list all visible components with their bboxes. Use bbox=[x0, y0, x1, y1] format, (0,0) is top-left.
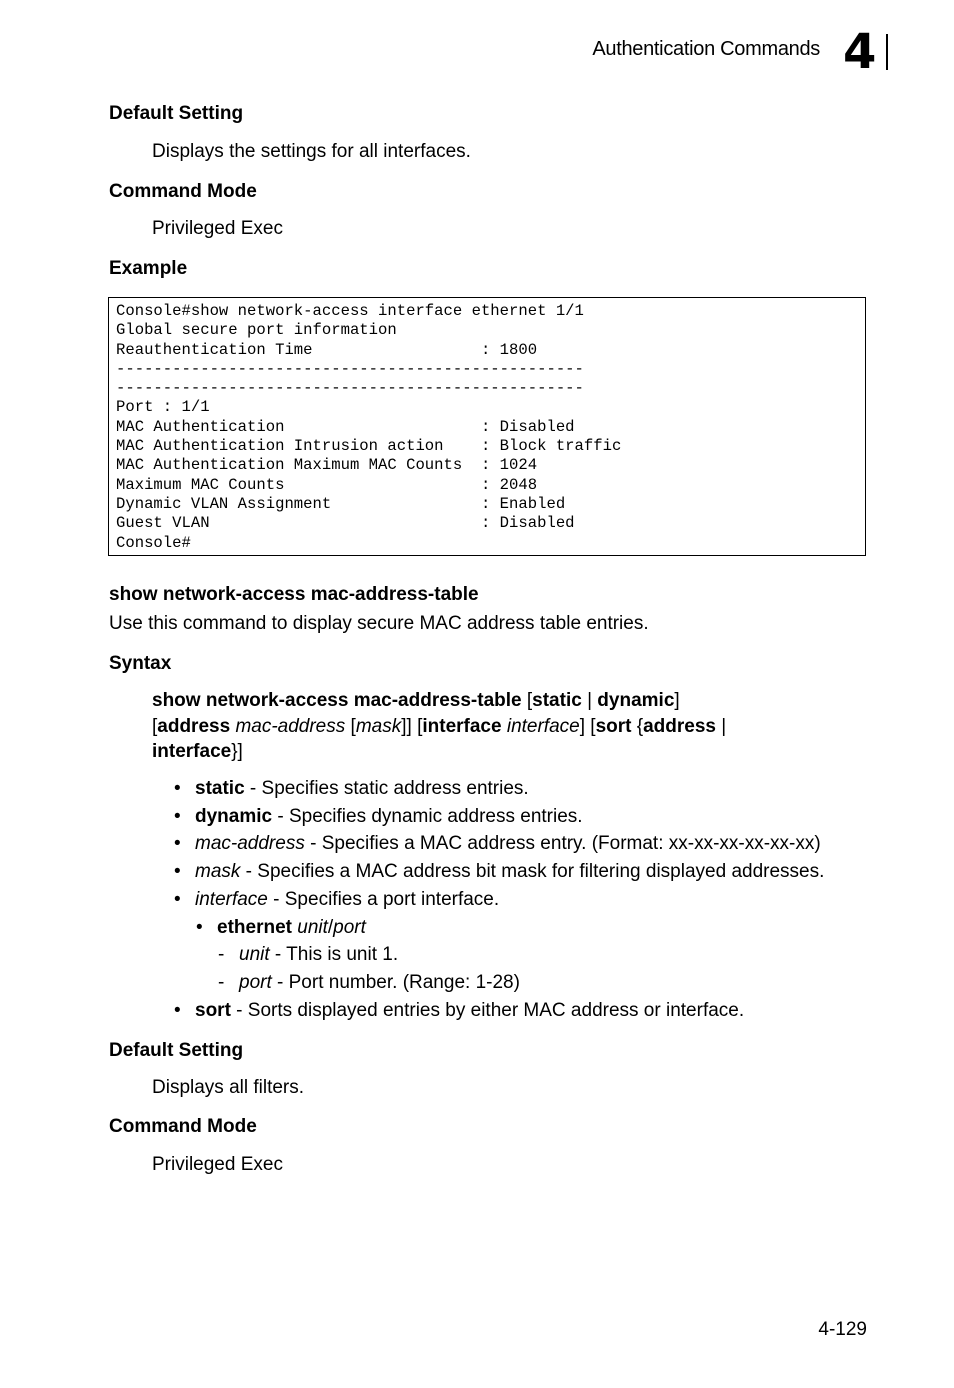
param-punct: / bbox=[327, 917, 334, 938]
command-mode-heading: Command Mode bbox=[109, 181, 257, 202]
param-keyword: unit bbox=[239, 944, 270, 965]
param-keyword: interface bbox=[195, 889, 268, 910]
syntax-punct: | bbox=[581, 690, 598, 711]
syntax-keyword: address bbox=[157, 715, 231, 737]
param-description: - Specifies a port interface. bbox=[267, 889, 500, 910]
syntax-keyword: interface bbox=[422, 715, 502, 737]
syntax-keyword: static bbox=[532, 690, 582, 711]
syntax-punct: ] [ bbox=[579, 715, 596, 737]
chapter-divider bbox=[886, 34, 888, 70]
dash-icon: - bbox=[218, 972, 225, 993]
syntax-argument: mask bbox=[355, 715, 402, 737]
param-sort bbox=[174, 1000, 745, 1022]
code-line: Global secure port information bbox=[116, 321, 397, 340]
code-line: Guest VLAN : Disabled bbox=[116, 514, 575, 533]
param-keyword: ethernet bbox=[217, 917, 292, 938]
header-title: Authentication Commands bbox=[592, 38, 820, 60]
param-description: - Port number. (Range: 1-28) bbox=[271, 972, 520, 993]
param-description: - Specifies a MAC address entry. (Format: xx-xx-xx-xx-xx-xx) bbox=[304, 833, 821, 854]
syntax-argument: interface bbox=[506, 715, 580, 737]
param-keyword: port bbox=[239, 972, 272, 993]
syntax-keyword: address bbox=[643, 715, 716, 737]
syntax-keyword: sort bbox=[595, 715, 632, 737]
param-argument: port bbox=[333, 917, 366, 938]
param-keyword: dynamic bbox=[195, 806, 273, 827]
default-setting-text: Displays all filters. bbox=[152, 1077, 305, 1098]
syntax-punct: }] bbox=[231, 741, 243, 762]
syntax-command: show network-access mac-address-table bbox=[152, 690, 522, 711]
code-line: MAC Authentication Maximum MAC Counts : 1024 bbox=[116, 456, 538, 475]
default-setting-text: Displays the settings for all interfaces. bbox=[152, 141, 471, 162]
page-number: 4-129 bbox=[818, 1319, 867, 1340]
param-keyword: sort bbox=[195, 1000, 231, 1021]
syntax-heading: Syntax bbox=[109, 653, 172, 674]
syntax-keyword: interface bbox=[152, 741, 232, 762]
param-keyword: static bbox=[195, 778, 245, 799]
bullet-icon: • bbox=[196, 917, 203, 938]
command-mode-text: Privileged Exec bbox=[152, 1154, 283, 1175]
syntax-punct: | bbox=[715, 715, 727, 737]
bullet-icon: • bbox=[174, 778, 181, 799]
param-argument: unit bbox=[297, 917, 328, 938]
command-mode-heading: Command Mode bbox=[109, 1116, 257, 1137]
code-line: Dynamic VLAN Assignment : Enabled bbox=[116, 494, 566, 513]
param-description: - Specifies static address entries. bbox=[244, 778, 529, 799]
bullet-icon: • bbox=[174, 889, 181, 910]
param-description: - This is unit 1. bbox=[269, 944, 399, 965]
bullet-icon: • bbox=[174, 806, 181, 827]
syntax-punct: [ bbox=[345, 715, 356, 737]
syntax-punct: { bbox=[631, 715, 644, 737]
param-dynamic bbox=[174, 806, 583, 828]
example-code-block bbox=[108, 297, 866, 556]
code-line: Port : 1/1 bbox=[116, 398, 210, 417]
code-line: Console# bbox=[116, 533, 191, 552]
bullet-icon: • bbox=[174, 1000, 181, 1021]
code-line: Maximum MAC Counts : 2048 bbox=[116, 475, 538, 494]
syntax-definition bbox=[152, 688, 872, 765]
code-line: MAC Authentication Intrusion action : Block traffic bbox=[116, 437, 622, 456]
command-mode-text: Privileged Exec bbox=[152, 218, 283, 239]
param-mac-address bbox=[174, 833, 821, 855]
param-mask bbox=[174, 861, 825, 883]
code-line: MAC Authentication : Disabled bbox=[116, 417, 575, 436]
code-line: -------------------------------------------------- bbox=[116, 359, 584, 378]
default-setting-heading: Default Setting bbox=[109, 103, 244, 124]
code-line: Console#show network-access interface ethernet 1/1 bbox=[116, 302, 584, 320]
default-setting-heading: Default Setting bbox=[109, 1040, 244, 1061]
code-line: -------------------------------------------------- bbox=[116, 379, 584, 398]
bullet-icon: • bbox=[174, 833, 181, 854]
syntax-punct: ]] [ bbox=[401, 715, 423, 737]
syntax-punct: ] bbox=[674, 690, 680, 711]
syntax-argument: mac-address bbox=[235, 715, 346, 737]
param-unit bbox=[218, 944, 399, 966]
param-description: - Specifies a MAC address bit mask for filtering displayed addresses. bbox=[240, 861, 825, 882]
param-description: - Specifies dynamic address entries. bbox=[272, 806, 583, 827]
syntax-punct: [ bbox=[521, 690, 533, 711]
chapter-number: 4 bbox=[843, 24, 877, 80]
command-title: show network-access mac-address-table bbox=[109, 584, 479, 605]
param-description: - Sorts displayed entries by either MAC address or interface. bbox=[230, 1000, 745, 1021]
param-port bbox=[218, 972, 520, 994]
code-line: Reauthentication Time : 1800 bbox=[116, 340, 538, 359]
param-keyword: mac-address bbox=[195, 833, 305, 854]
param-keyword: mask bbox=[195, 861, 241, 882]
example-heading: Example bbox=[109, 258, 188, 279]
syntax-keyword: dynamic bbox=[597, 690, 675, 711]
param-static bbox=[174, 778, 529, 800]
param-ethernet bbox=[196, 917, 366, 939]
bullet-icon: • bbox=[174, 861, 181, 882]
param-interface bbox=[174, 889, 500, 911]
command-description: Use this command to display secure MAC address table entries. bbox=[109, 613, 649, 634]
syntax-punct: [ bbox=[152, 715, 158, 737]
dash-icon: - bbox=[218, 944, 225, 965]
